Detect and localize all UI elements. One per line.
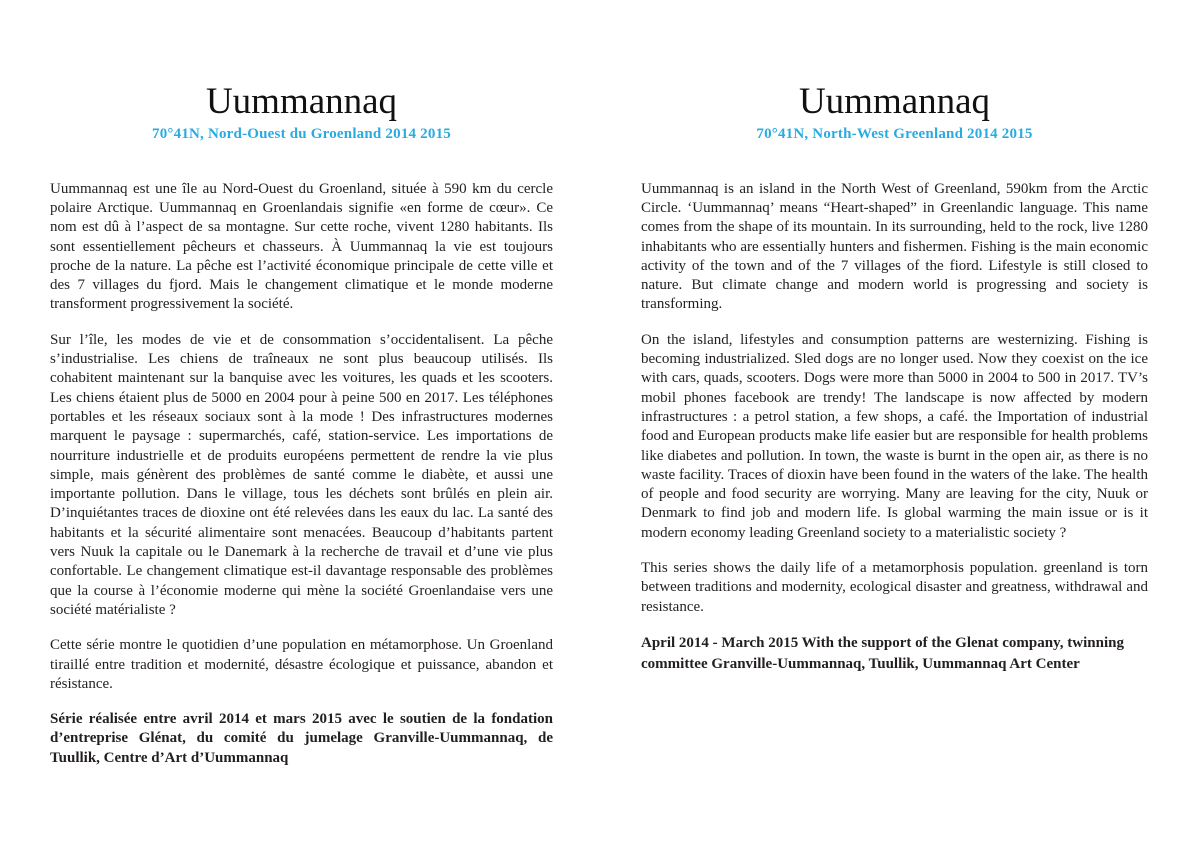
french-paragraph-2: Sur l’île, les modes de vie et de consommation s’occidentalisent. La pêche s’industrialise. Les chiens de traîneaux ne sont plus beaucoup utilisés. Ils cohabitent maintenant sur la banquise avec les voitures, les quads et les scooters. Les chiens étaient plus de 5000 en 2004 pour à peine 500 en 2017. Les téléphones portables et les réseaux sociaux sont à la mode ! Des infrastructures modernes marquent le paysage : supermarchés, café, station-service. Les importations de nourriture industrielle et de produits européens permettent de rendre la vie plus simple, mais génèrent des problèmes de santé comme le diabète, et aussi une importante pollution. Dans le village, tous les déchets sont brûlés en plein air. D’inquiétantes traces de dioxine ont été relevées dans les eaux du lac. La santé des habitants et la sécurité alimentaire sont menacées. Beaucoup d’habitants partent vers Nuuk la capitale ou le Danemark à la recherche de travail et d’une vie plus confortable. Le changement climatique est-il davantage responsable des problèmes que la course à l’économie moderne qui mène la société Groenlandaise vers une société matérialiste ?: [50, 331, 553, 618]
french-body-text: [50, 180, 553, 768]
english-column: [641, 0, 1148, 691]
page-title-french: Uummannaq: [205, 81, 398, 122]
subtitle-french: 70°41N, Nord-Ouest du Groenland 2014 2015: [152, 125, 451, 142]
english-credits: April 2014 - March 2015 With the support of the Glenat company, twinning committee Granville-Uummannaq, Tuullik, Uummannaq Art Center: [641, 634, 1124, 672]
english-header: [641, 82, 1148, 143]
english-body-text: [641, 180, 1148, 675]
page-title-english: Uummannaq: [798, 81, 991, 122]
french-paragraph-1: Uummannaq est une île au Nord-Ouest du Groenland, située à 590 km du cercle polaire Arctique. Uummannaq en Groenlandais signifie «en forme de cœur». Ce nom est dû à l’aspect de sa montagne. Sur cette roche, vivent 1280 habitants. Ils sont essentiellement pêcheurs et chasseurs. À Uummannaq la vie est toujours proche de la nature. La pêche est l’activité économique principale de cette ville et des 7 villages du fjord. Mais le changement climatique et le monde moderne transforment progressivement la société.: [50, 180, 553, 313]
french-paragraph-3: Cette série montre le quotidien d’une population en métamorphose. Un Groenland tiraillé entre tradition et modernité, désastre écologique et puissance, abandon et résistance.: [50, 637, 553, 692]
french-credits: Série réalisée entre avril 2014 et mars 2015 avec le soutien de la fondation d’entreprise Glénat, du comité du jumelage Granville-Uummannaq, de Tuullik, Centre d’Art d’Uummannaq: [50, 711, 553, 766]
english-paragraph-3: This series shows the daily life of a metamorphosis population. greenland is torn between traditions and modernity, ecological disaster and greatness, withdrawal and resistance.: [641, 560, 1148, 615]
english-paragraph-2: On the island, lifestyles and consumption patterns are westernizing. Fishing is becoming industrialized. Sled dogs are no longer used. Now they coexist on the ice with cars, quads, scooters. Dogs were more than 5000 in 2004 to 500 in 2017. TV’s mobil phones facebook are trendy! The landscape is now affected by modern infrastructures : a petrol station, a few shops, a café. the Importation of industrial food and European products make life easier but are responsible for health problems like diabetes and pollution. In town, the waste is burnt in the open air, as there is no waste facility. Traces of dioxin have been found in the waters of the lake. The health of people and food security are worrying. Many are leaving for the city, Nuuk or Denmark to find job and modern life. Is global warming the main issue or is it modern economy leading Greenland society to a materialistic society ?: [641, 331, 1148, 541]
subtitle-english: 70°41N, North-West Greenland 2014 2015: [756, 125, 1033, 142]
french-column: [50, 0, 553, 784]
english-paragraph-1: Uummannaq is an island in the North West of Greenland, 590km from the Arctic Circle. ‘Uummannaq’ means “Heart-shaped” in Greenlandic language. This name comes from the shape of its mountain. In its surrounding, held to the rock, live 1280 inhabitants who are essentially hunters and fishermen. Fishing is the main economic activity of the town and of the 7 villages of the fiord. Lifestyle is still closed to nature. But climate change and modern world is progressing and society is transforming.: [641, 180, 1148, 313]
french-header: [50, 82, 553, 143]
